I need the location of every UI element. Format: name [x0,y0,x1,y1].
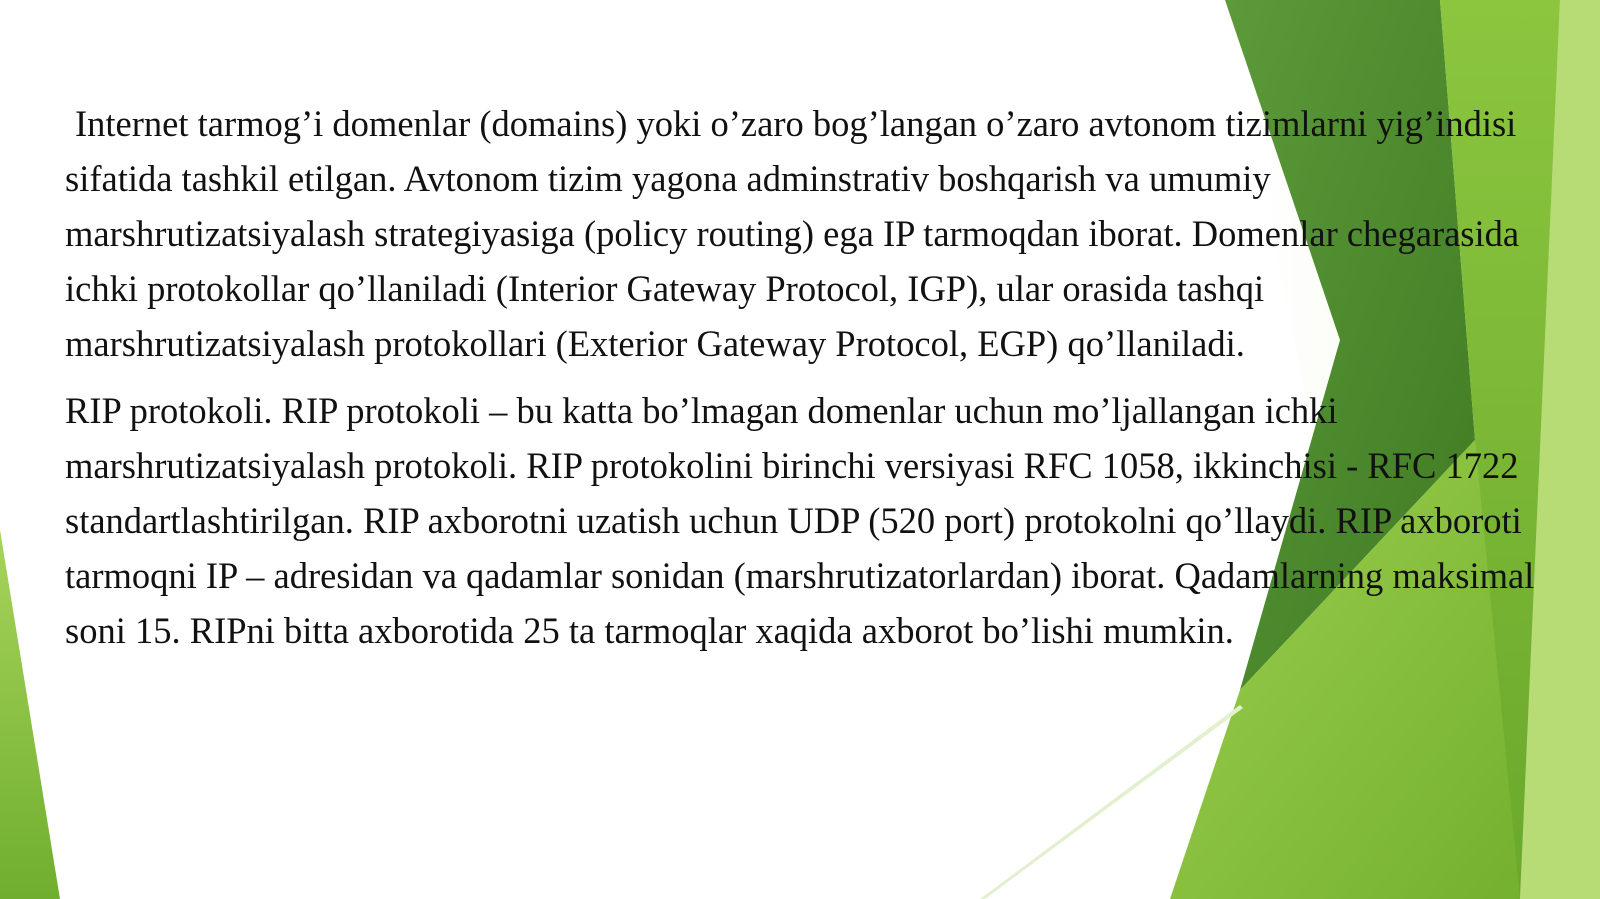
slide-body [65,96,1555,658]
paragraph-rip-protocol: RIP protokoli. RIP protokoli – bu katta bo’lmagan domenlar uchun mo’ljallangan ichki marshrutizatsiyalash protokoli. RIP protokolini birinchi versiyasi RFC 1058, ikkinchisi - RFC 1722 standartlashtirilgan. RIP axborotni uzatish uchun UDP (520 port) protokolni qo’llaydi. RIP axboroti tarmoqni IP – adresidan va qadamlar sonidan (marshrutizatorlardan) iborat. Qadamlarning maksimal soni 15. RIPni bitta axborotida 25 ta tarmoqlar xaqida axborot bo’lishi mumkin. [65,390,1535,651]
paragraph-internet-domains: Internet tarmog’i domenlar (domains) yoki o’zaro bog’langan o’zaro avtonom tizimlarni yig’indisi sifatida tashkil etilgan. Avtonom tizim yagona adminstrativ boshqarish va umumiy marshrutizatsiyalash strategiyasiga (policy routing) ega IP tarmoqdan iborat. Domenlar chegarasida ichki protokollar qo’llaniladi (Interior Gateway Protocol, IGP), ular orasida tashqi marshrutizatsiyalash protokollari (Exterior Gateway Protocol, EGP) qo’llaniladi. [65,103,1520,364]
left-facet [0,530,60,899]
